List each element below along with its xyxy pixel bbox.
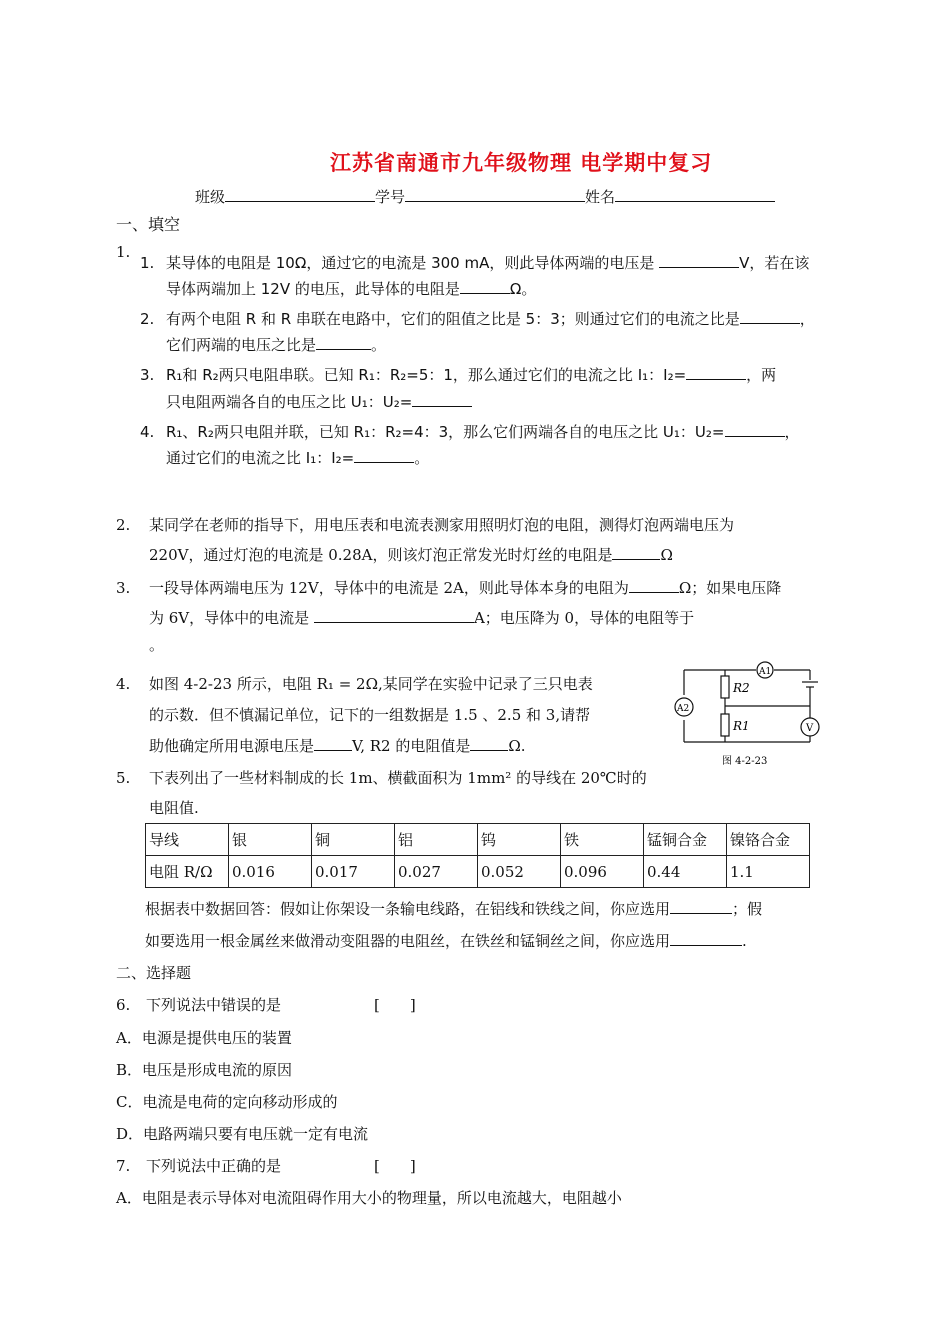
answer-blank[interactable] (460, 278, 510, 294)
table-cell: 电阻 R/Ω (146, 856, 229, 888)
student-info-line (195, 186, 775, 207)
table-cell: 铝 (395, 824, 478, 856)
sub-question-3-line1: 3. R₁和 R₂两只电阻串联。已知 R₁：R₂=5：1，那么通过它们的电流之比 I₁：I₂= ，两 (140, 366, 777, 384)
question-5-line1: 5. 下表列出了一些材料制成的长 1m、横截面积为 1mm² 的导线在 20℃时的 (116, 769, 647, 787)
table-row (146, 824, 810, 856)
number-field[interactable] (405, 186, 585, 202)
question-5-answer-line2: 如要选用一根金属丝来做滑动变阻器的电阻丝，在铁丝和锰铜丝之间，你应选用 . (145, 932, 747, 950)
answer-blank[interactable] (740, 308, 800, 324)
figure-caption: 图 4-2-23 (722, 756, 768, 767)
sub-question-1-line1: 1. 某导体的电阻是 10Ω，通过它的电流是 300 mA，则此导体两端的电压是 V，若在该 (140, 254, 810, 272)
table-cell: 1.1 (727, 856, 810, 888)
table-cell: 0.016 (229, 856, 312, 888)
answer-blank[interactable] (629, 577, 679, 593)
svg-text:V: V (806, 723, 814, 734)
answer-blank[interactable] (670, 930, 742, 946)
sub-question-4-line1: 4. R₁、R₂两只电阻并联，已知 R₁：R₂=4：3，那么它们两端各自的电压之比 U₁：U₂= ， (140, 423, 800, 441)
circuit-diagram (670, 660, 830, 770)
answer-blank[interactable] (314, 607, 474, 623)
question-6-bracket[interactable]: [ ] (374, 996, 416, 1014)
table-cell: 铜 (312, 824, 395, 856)
section-heading-choice: 二、选择题 (116, 964, 192, 982)
question-3-line2: 为 6V，导体中的电流是 A；电压降为 0，导体的电阻等于 (149, 609, 695, 627)
table-cell: 0.052 (478, 856, 561, 888)
svg-text:A1: A1 (759, 667, 772, 677)
sub-question-2-line1: 2. 有两个电阻 R 和 R 串联在电路中，它们的阻值之比是 5：3；则通过它们的电流之比是 ， (140, 310, 815, 328)
question-6-stem: 6. 下列说法中错误的是 (116, 996, 282, 1014)
answer-blank[interactable] (670, 898, 732, 914)
svg-text:A2: A2 (677, 704, 690, 714)
answer-blank[interactable] (412, 391, 472, 407)
answer-blank[interactable] (686, 364, 746, 380)
table-cell: 0.027 (395, 856, 478, 888)
question-5-answer-line1: 根据表中数据回答：假如让你架设一条输电线路，在铝线和铁线之间，你应选用 ；假 (145, 900, 763, 918)
answer-blank[interactable] (314, 735, 352, 751)
label-r2: R2 (733, 681, 750, 695)
table-cell: 镍铬合金 (727, 824, 810, 856)
question-3-line1: 3. 一段导体两端电压为 12V，导体中的电流是 2A，则此导体本身的电阻为 Ω；如果电压降 (116, 579, 782, 597)
table-row (146, 856, 810, 888)
question-2-line2: 220V，通过灯泡的电流是 0.28A，则该灯泡正常发光时灯丝的电阻是 Ω (149, 546, 673, 564)
answer-blank[interactable] (659, 252, 739, 268)
question-6-option-d[interactable]: D．电路两端只要有电压就一定有电流 (116, 1125, 369, 1143)
question-7-option-a[interactable]: A．电阻是表示导体对电流阻碍作用大小的物理量，所以电流越大，电阻越小 (116, 1189, 622, 1207)
answer-blank[interactable] (316, 334, 371, 350)
sub-question-3-line2: 只电阻两端各自的电压之比 U₁：U₂= (166, 391, 472, 412)
class-label: 班级 (195, 188, 226, 206)
question-4-line2: 的示数．但不慎漏记单位，记下的一组数据是 1.5 、2.5 和 3,请帮 (149, 706, 591, 724)
table-cell: 0.096 (561, 856, 644, 888)
section-heading-fill: 一、填空 (116, 215, 181, 234)
question-7-bracket[interactable]: [ ] (374, 1157, 416, 1175)
page-title: 江苏省南通市九年级物理 电学期中复习 (330, 151, 713, 175)
table-cell: 导线 (146, 824, 229, 856)
name-label: 姓名 (585, 188, 616, 206)
table-cell: 铁 (561, 824, 644, 856)
ammeter-a1-icon (757, 662, 773, 678)
question-4-line1: 4. 如图 4-2-23 所示，电阻 R₁ = 2Ω,某同学在实验中记录了三只电表 (116, 675, 593, 693)
table-cell: 钨 (478, 824, 561, 856)
sub-question-4-line2: 通过它们的电流之比 I₁：I₂= 。 (166, 449, 430, 467)
name-field[interactable] (615, 186, 775, 202)
number-label: 学号 (375, 188, 406, 206)
voltmeter-icon (801, 718, 819, 736)
table-cell: 锰铜合金 (644, 824, 727, 856)
question-1-number: 1. (116, 243, 131, 261)
ammeter-a2-icon (675, 698, 693, 716)
question-5-line2: 电阻值. (149, 799, 199, 817)
question-6-option-c[interactable]: C．电流是电荷的定向移动形成的 (116, 1093, 338, 1111)
question-2-line1: 2. 某同学在老师的指导下，用电压表和电流表测家用照明灯泡的电阻，测得灯泡两端电压为 (116, 516, 735, 534)
question-6-option-b[interactable]: B．电压是形成电流的原因 (116, 1061, 293, 1079)
sub-question-1-line2: 导体两端加上 12V 的电压，此导体的电阻是 Ω。 (166, 280, 537, 298)
table-cell: 0.44 (644, 856, 727, 888)
table-cell: 0.017 (312, 856, 395, 888)
answer-blank[interactable] (470, 735, 508, 751)
answer-blank[interactable] (612, 544, 660, 560)
question-3-line3: 。 (149, 636, 165, 654)
class-field[interactable] (225, 186, 375, 202)
question-7-stem: 7. 下列说法中正确的是 (116, 1157, 282, 1175)
answer-blank[interactable] (354, 447, 414, 463)
table-cell: 银 (229, 824, 312, 856)
answer-blank[interactable] (725, 421, 785, 437)
question-6-option-a[interactable]: A．电源是提供电压的装置 (116, 1029, 292, 1047)
resistance-table (145, 823, 810, 888)
label-r1: R1 (733, 719, 750, 733)
sub-question-2-line2: 它们两端的电压之比是 。 (166, 336, 387, 354)
question-4-line3: 助他确定所用电源电压是 V, R2 的电阻值是 Ω. (149, 737, 526, 755)
